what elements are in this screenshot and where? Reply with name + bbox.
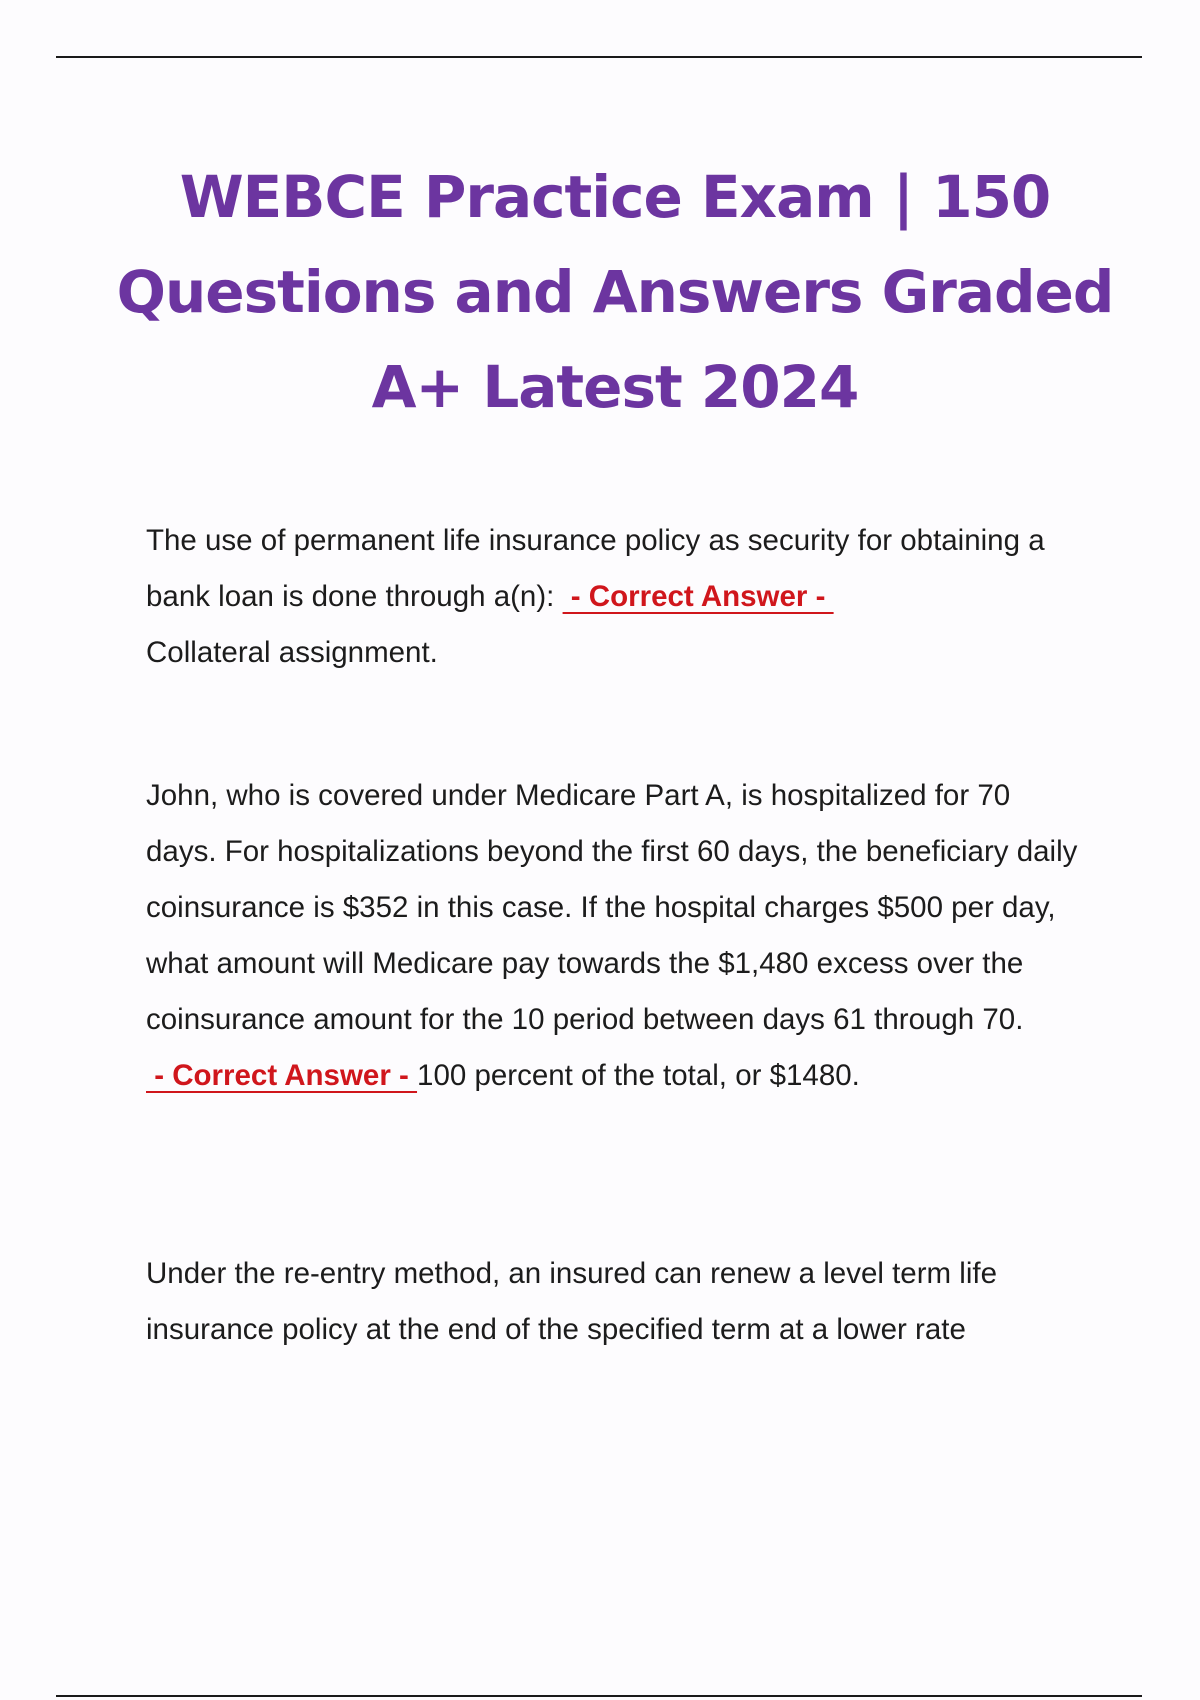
qa-item-2 (146, 768, 1086, 1104)
qa-item-3 (146, 1246, 1086, 1358)
qa-item-1 (146, 513, 1086, 681)
answer-text: 100 percent of the total, or $1480. (417, 1059, 860, 1092)
document-title: WEBCE Practice Exam | 150 Questions and Answers Graded A+ Latest 2024 (116, 163, 1114, 421)
bottom-rule (56, 1695, 1142, 1697)
question-text: Under the re-entry method, an insured can renew a level term life insurance policy at the end of the specified term at a lower rate (146, 1257, 998, 1346)
question-text: John, who is covered under Medicare Part A, is hospitalized for 70 days. For hospitalizations beyond the first 60 days, the beneficiary daily coinsurance is $352 in this case. If the hospital charges $500 per day, what amount will Medicare pay towards the $1,480 excess over the coinsurance amount for the 10 period between days 61 through 70. (146, 779, 1078, 1036)
correct-answer-marker: - Correct Answer - (146, 1059, 418, 1092)
answer-text: Collateral assignment. (146, 636, 438, 669)
correct-answer-marker: - Correct Answer - (562, 580, 834, 613)
question-text: The use of permanent life insurance policy as security for obtaining a bank loan is done through a(n): (146, 524, 1045, 613)
top-rule (56, 56, 1142, 58)
